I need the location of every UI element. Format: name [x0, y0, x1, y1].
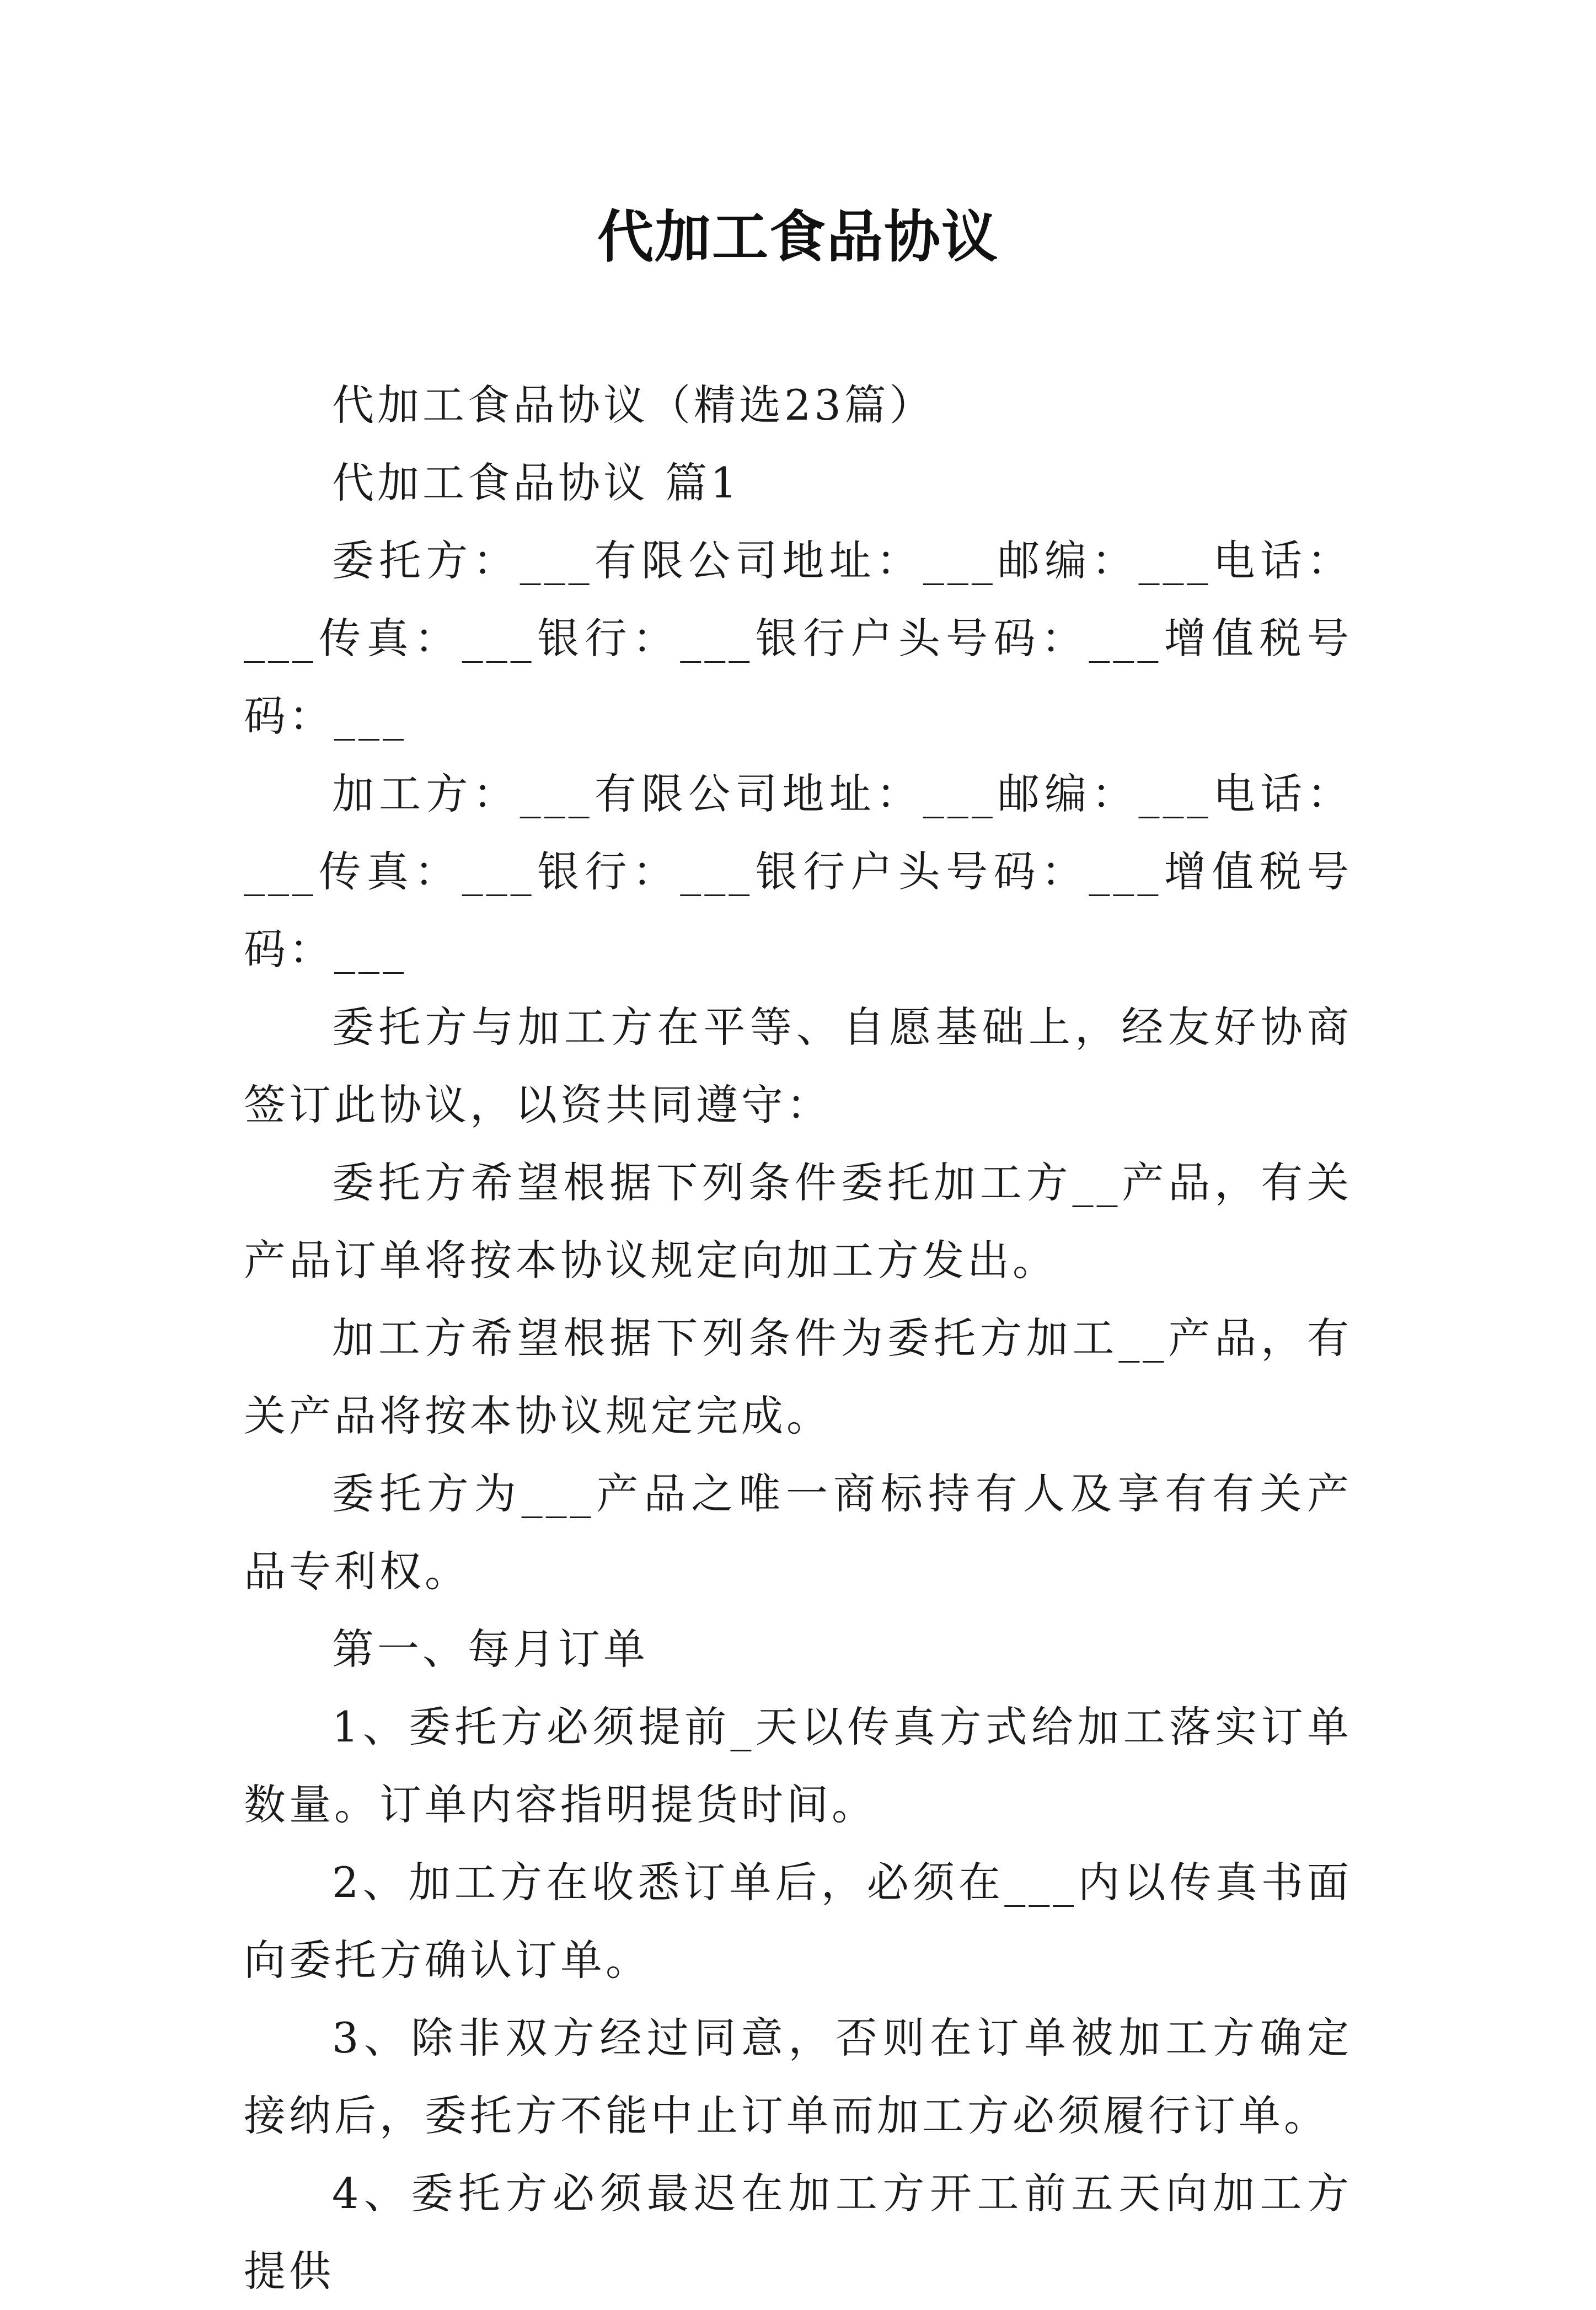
paragraph-clause-heading: 第一、每月订单 [332, 1625, 649, 1674]
paragraph: 加工方希望根据下列条件为委托方加工__产品，有关产品将按本协议规定完成。 [244, 1314, 1352, 1440]
paragraph-subtitle: 代加工食品协议（精选23篇） [332, 380, 935, 430]
paragraph-processor-info: 加工方：___有限公司地址：___邮编：___电话：___传真：___银行：___银行户头号码：___增值税号码：___ [244, 769, 1352, 974]
document-body [244, 366, 1352, 2310]
paragraph: 委托方为___产品之唯一商标持有人及享有有关产品专利权。 [244, 1469, 1352, 1596]
paragraph-clause-item: 2、加工方在收悉订单后，必须在___内以传真书面向委托方确认订单。 [244, 1858, 1352, 1985]
paragraph-clause-item: 4、委托方必须最迟在加工方开工前五天向加工方提供 [244, 2169, 1352, 2296]
paragraph-client-info: 委托方：___有限公司地址：___邮编：___电话：___传真：___银行：___银行户头号码：___增值税号码：___ [244, 536, 1352, 741]
paragraph-clause-item: 3、除非双方经过同意，否则在订单被加工方确定接纳后，委托方不能中止订单而加工方必须履行订单。 [244, 2013, 1352, 2140]
paragraph-clause-item: 1、委托方必须提前_天以传真方式给加工落实订单数量。订单内容指明提货时间。 [244, 1702, 1352, 1829]
paragraph-section-heading: 代加工食品协议 篇1 [332, 458, 741, 507]
paragraph: 委托方希望根据下列条件委托加工方__产品，有关产品订单将按本协议规定向加工方发出。 [244, 1158, 1352, 1285]
document-title: 代加工食品协议 [597, 204, 999, 270]
paragraph: 委托方与加工方在平等、自愿基础上，经友好协商签订此协议，以资共同遵守： [244, 1003, 1352, 1129]
